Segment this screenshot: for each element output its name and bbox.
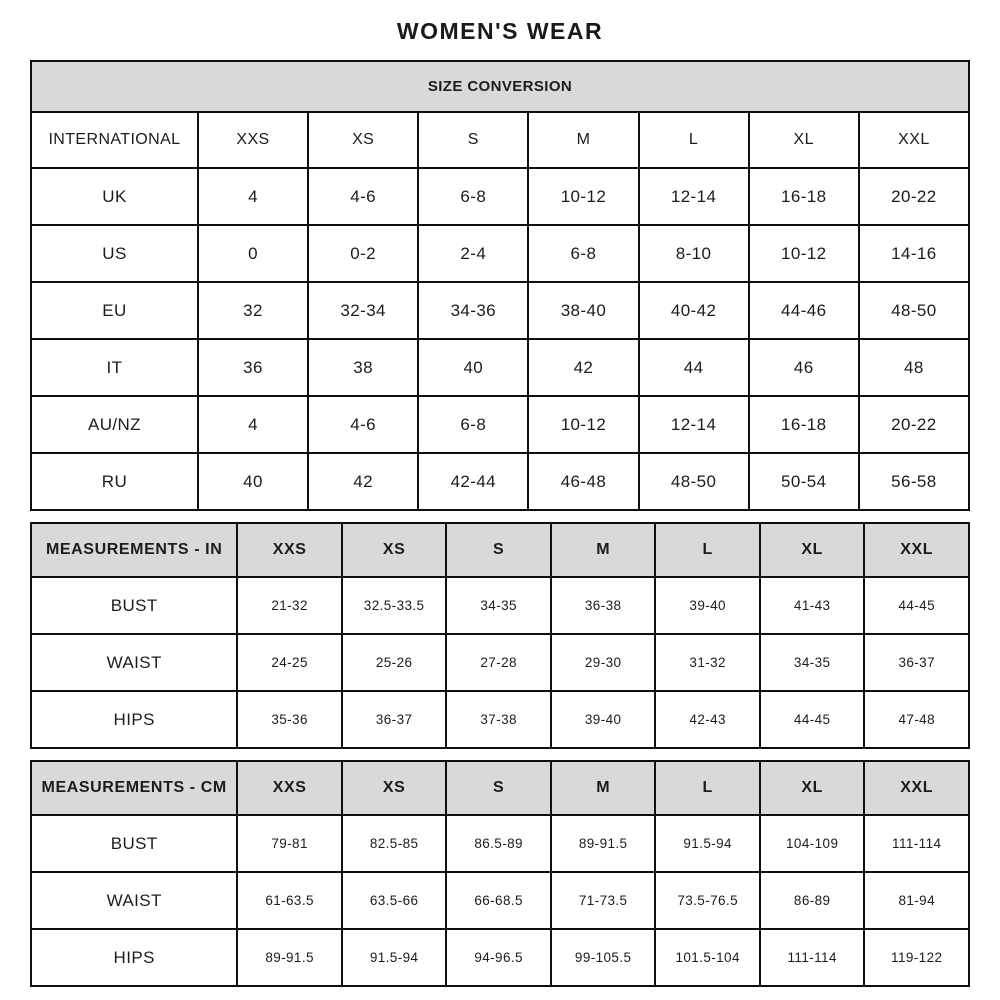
column-header-xl: XL	[760, 523, 865, 577]
cell: 86.5-89	[446, 815, 551, 872]
cell: 6-8	[418, 396, 528, 453]
cell: 79-81	[237, 815, 342, 872]
column-header-xxs: XXS	[237, 761, 342, 815]
cell: 36-38	[551, 577, 656, 634]
cell: 4	[198, 168, 308, 225]
cell: 38	[308, 339, 418, 396]
row-label-ru: RU	[31, 453, 198, 510]
cell: 10-12	[749, 225, 859, 282]
cell: 89-91.5	[551, 815, 656, 872]
cell: 89-91.5	[237, 929, 342, 986]
cell: 50-54	[749, 453, 859, 510]
cell: 48-50	[859, 282, 969, 339]
column-header-xs: XS	[308, 112, 418, 168]
cell: 61-63.5	[237, 872, 342, 929]
cell: 6-8	[418, 168, 528, 225]
cell: 36-37	[864, 634, 969, 691]
cell: 94-96.5	[446, 929, 551, 986]
column-header-m: M	[551, 761, 656, 815]
cell: 86-89	[760, 872, 865, 929]
cell: 40	[198, 453, 308, 510]
cell: 24-25	[237, 634, 342, 691]
cell: 48	[859, 339, 969, 396]
cell: 4-6	[308, 396, 418, 453]
cell: 20-22	[859, 168, 969, 225]
row-label-us: US	[31, 225, 198, 282]
cell: 0	[198, 225, 308, 282]
cell: 34-35	[446, 577, 551, 634]
cell: 6-8	[528, 225, 638, 282]
row-label-waist: WAIST	[31, 634, 237, 691]
cell: 39-40	[551, 691, 656, 748]
cell: 46-48	[528, 453, 638, 510]
cell: 16-18	[749, 168, 859, 225]
cell: 111-114	[864, 815, 969, 872]
cell: 63.5-66	[342, 872, 447, 929]
cell: 42	[528, 339, 638, 396]
cell: 12-14	[639, 396, 749, 453]
row-label-uk: UK	[31, 168, 198, 225]
cell: 10-12	[528, 168, 638, 225]
cell: 25-26	[342, 634, 447, 691]
cell: 46	[749, 339, 859, 396]
column-header-s: S	[446, 761, 551, 815]
row-label-bust: BUST	[31, 815, 237, 872]
tables-container	[30, 60, 970, 987]
cell: 14-16	[859, 225, 969, 282]
cell: 44-46	[749, 282, 859, 339]
cell: 32-34	[308, 282, 418, 339]
cell: 40	[418, 339, 528, 396]
cell: 44-45	[864, 577, 969, 634]
cell: 2-4	[418, 225, 528, 282]
cell: 99-105.5	[551, 929, 656, 986]
row-label-eu: EU	[31, 282, 198, 339]
cell: 119-122	[864, 929, 969, 986]
cell: 41-43	[760, 577, 865, 634]
cell: 32.5-33.5	[342, 577, 447, 634]
column-header-xxl: XXL	[859, 112, 969, 168]
column-header-m: M	[551, 523, 656, 577]
cell: 47-48	[864, 691, 969, 748]
cell: 10-12	[528, 396, 638, 453]
cell: 34-36	[418, 282, 528, 339]
cell: 37-38	[446, 691, 551, 748]
cell: 0-2	[308, 225, 418, 282]
cell: 40-42	[639, 282, 749, 339]
size-conversion-banner: SIZE CONVERSION	[31, 61, 969, 112]
cell: 82.5-85	[342, 815, 447, 872]
row-label-au-nz: AU/NZ	[31, 396, 198, 453]
cell: 44	[639, 339, 749, 396]
cell: 29-30	[551, 634, 656, 691]
cell: 8-10	[639, 225, 749, 282]
column-header-s: S	[418, 112, 528, 168]
cell: 81-94	[864, 872, 969, 929]
cell: 111-114	[760, 929, 865, 986]
cell: 20-22	[859, 396, 969, 453]
row-label-bust: BUST	[31, 577, 237, 634]
cell: 48-50	[639, 453, 749, 510]
cell: 42-43	[655, 691, 760, 748]
cell: 71-73.5	[551, 872, 656, 929]
column-header-l: L	[639, 112, 749, 168]
cell: 42-44	[418, 453, 528, 510]
column-header-s: S	[446, 523, 551, 577]
column-header-xl: XL	[760, 761, 865, 815]
cell: 34-35	[760, 634, 865, 691]
column-header-l: L	[655, 523, 760, 577]
column-header-xxs: XXS	[198, 112, 308, 168]
cell: 31-32	[655, 634, 760, 691]
cell: 66-68.5	[446, 872, 551, 929]
cell: 38-40	[528, 282, 638, 339]
row-label-hips: HIPS	[31, 929, 237, 986]
column-header-international: INTERNATIONAL	[31, 112, 198, 168]
cell: 36-37	[342, 691, 447, 748]
column-header-m: M	[528, 112, 638, 168]
column-header-measurements-cm: MEASUREMENTS - CM	[31, 761, 237, 815]
page-title: WOMEN'S WEAR	[396, 18, 604, 44]
cell: 27-28	[446, 634, 551, 691]
cell: 91.5-94	[342, 929, 447, 986]
measurements-cm-table	[30, 760, 970, 987]
cell: 4-6	[308, 168, 418, 225]
column-header-l: L	[655, 761, 760, 815]
column-header-xl: XL	[749, 112, 859, 168]
cell: 104-109	[760, 815, 865, 872]
row-label-it: IT	[31, 339, 198, 396]
cell: 39-40	[655, 577, 760, 634]
cell: 35-36	[237, 691, 342, 748]
cell: 56-58	[859, 453, 969, 510]
cell: 44-45	[760, 691, 865, 748]
cell: 4	[198, 396, 308, 453]
column-header-xs: XS	[342, 761, 447, 815]
cell: 101.5-104	[655, 929, 760, 986]
cell: 12-14	[639, 168, 749, 225]
cell: 73.5-76.5	[655, 872, 760, 929]
column-header-measurements-in: MEASUREMENTS - IN	[31, 523, 237, 577]
size-conversion-table	[30, 60, 970, 511]
cell: 16-18	[749, 396, 859, 453]
column-header-xxl: XXL	[864, 761, 969, 815]
cell: 32	[198, 282, 308, 339]
column-header-xxs: XXS	[237, 523, 342, 577]
cell: 21-32	[237, 577, 342, 634]
cell: 36	[198, 339, 308, 396]
measurements-in-table	[30, 522, 970, 749]
row-label-hips: HIPS	[31, 691, 237, 748]
cell: 91.5-94	[655, 815, 760, 872]
column-header-xxl: XXL	[864, 523, 969, 577]
cell: 42	[308, 453, 418, 510]
column-header-xs: XS	[342, 523, 447, 577]
row-label-waist: WAIST	[31, 872, 237, 929]
